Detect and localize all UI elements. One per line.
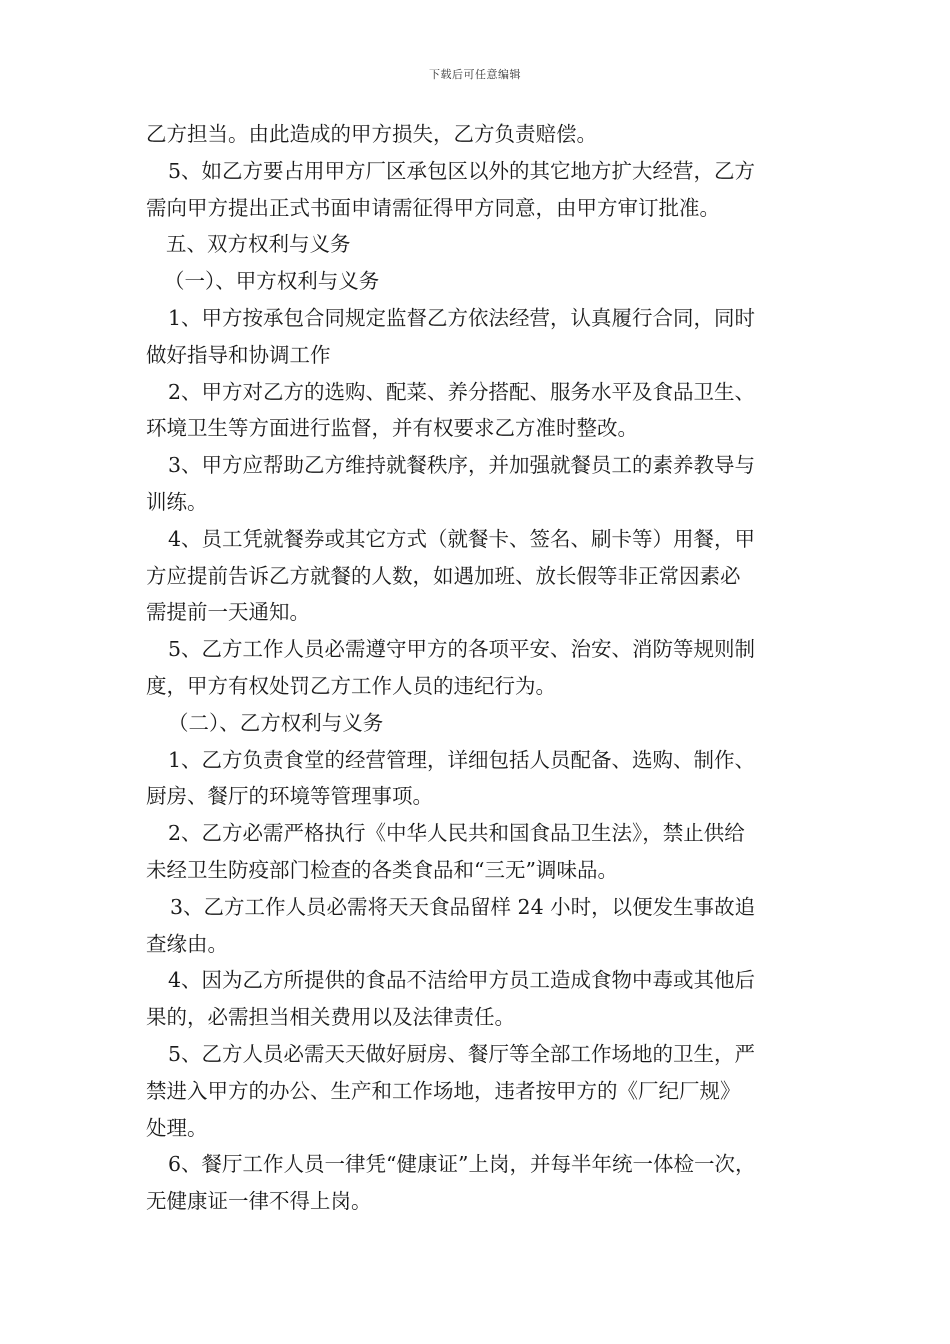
text-line: 1、甲方按承包合同规定监督乙方依法经营，认真履行合同，同时	[168, 305, 756, 330]
text-line: 2、乙方必需严格执行《中华人民共和国食品卫生法》，禁止供给	[168, 821, 745, 846]
text-line: 查缘由。	[146, 931, 228, 956]
text-line: 4、因为乙方所提供的食品不洁给甲方员工造成食物中毒或其他后	[168, 968, 756, 993]
document-body	[146, 116, 812, 1220]
page-header: 下载后可任意编辑	[429, 68, 521, 81]
text-line: 度，甲方有权处罚乙方工作人员的违纪行为。	[146, 673, 556, 698]
text-line: 6、餐厅工作人员一律凭“健康证”上岗，并每半年统一体检一次，	[168, 1152, 756, 1177]
text-line: 环境卫生等方面进行监督，并有权要求乙方准时整改。	[146, 416, 638, 441]
text-line: 未经卫生防疫部门检查的各类食品和“三无”调味品。	[146, 857, 618, 882]
text-line: 5、如乙方要占用甲方厂区承包区以外的其它地方扩大经营，乙方	[168, 158, 756, 183]
text-line: 做好指导和协调工作	[146, 342, 331, 367]
text-line: 3、乙方工作人员必需将天天食品留样 24 小时，以便发生事故追	[170, 894, 756, 919]
text-line: 2、甲方对乙方的选购、配菜、养分搭配、服务水平及食品卫生、	[168, 379, 756, 404]
text-line: 果的，必需担当相关费用以及法律责任。	[146, 1005, 515, 1030]
text-line: 4、员工凭就餐券或其它方式（就餐卡、签名、刷卡等）用餐，甲	[168, 526, 756, 551]
text-line: 5、乙方工作人员必需遵守甲方的各项平安、治安、消防等规则制	[168, 637, 756, 662]
text-line: 3、甲方应帮助乙方维持就餐秩序，并加强就餐员工的素养教导与	[168, 453, 756, 478]
text-line: 禁进入甲方的办公、生产和工作场地，违者按甲方的《厂纪厂规》	[146, 1078, 741, 1103]
subsection-heading: （二）、乙方权利与义务	[168, 710, 384, 735]
text-line: 5、乙方人员必需天天做好厨房、餐厅等全部工作场地的卫生，严	[168, 1041, 756, 1066]
subsection-heading: （一）、甲方权利与义务	[164, 269, 380, 294]
text-line: 厨房、餐厅的环境等管理事项。	[146, 784, 433, 809]
text-line: 需提前一天通知。	[146, 600, 310, 625]
section-heading: 五、双方权利与义务	[166, 232, 351, 257]
text-line: 方应提前告诉乙方就餐的人数，如遇加班、放长假等非正常因素必	[146, 563, 741, 588]
text-line: 乙方担当。由此造成的甲方损失，乙方负责赔偿。	[146, 122, 597, 146]
text-line: 处理。	[146, 1115, 208, 1140]
text-line: 1、乙方负责食堂的经营管理，详细包括人员配备、选购、制作、	[168, 747, 756, 772]
text-line: 需向甲方提出正式书面申请需征得甲方同意，由甲方审订批准。	[146, 195, 720, 220]
text-line: 训练。	[146, 489, 208, 514]
text-line: 无健康证一律不得上岗。	[146, 1189, 372, 1214]
